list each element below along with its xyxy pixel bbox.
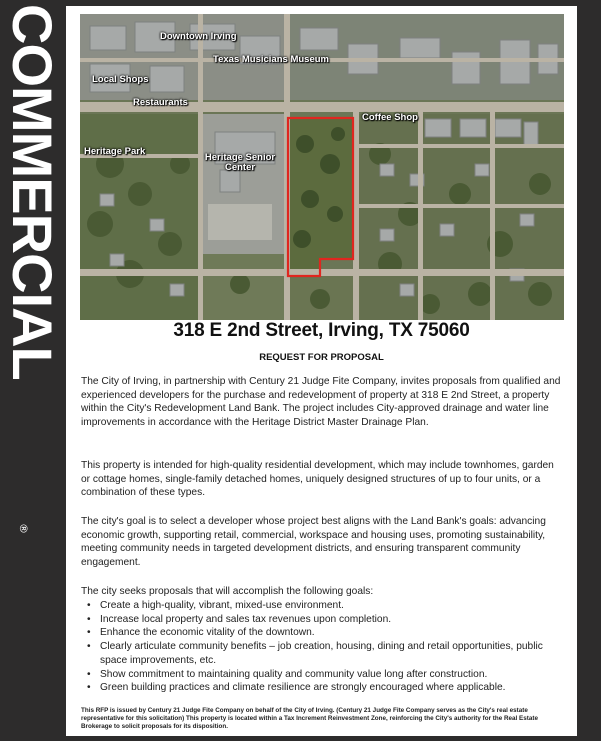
map-label-heritage-park: Heritage Park [84, 146, 146, 157]
map-label-local-shops: Local Shops [92, 74, 149, 85]
list-item: • Clearly articulate community benefits – job creation, housing, dining and retail opportunities, public space improvements, etc. [87, 641, 543, 666]
list-item: • Show commitment to maintaining quality and community value long after construction. [87, 668, 488, 680]
map-label-heritage-senior-center: Heritage Senior Center [204, 152, 276, 173]
intended-use-paragraph: This property is intended for high-quality residential development, which may include townhomes, garden or cottage homes, single-family detached homes, uniquely designed structures of up to four units, or a combination of these types. [81, 460, 554, 499]
city-goal-paragraph: The city's goal is to select a developer whose project best aligns with the Land Bank's goals: advancing economic growth, supporting retail, commercial, workspace and housing uses, promoting sustainability, meeting community needs in targeted development districts, and ensuring transparent community engagement. [81, 516, 546, 569]
list-item: • Enhance the economic vitality of the downtown. [87, 627, 315, 639]
map-label-downtown-irving: Downtown Irving [160, 31, 237, 42]
registered-mark: ® [17, 523, 30, 534]
goals-intro-paragraph: The city seeks proposals that will accomplish the following goals: [81, 586, 374, 597]
flyer-sheet [66, 6, 577, 736]
map-label-texas-musicians-museum: Texas Musicians Museum [213, 54, 329, 65]
bullet-icon: • [87, 641, 91, 653]
vertical-brand-banner [0, 0, 66, 741]
list-item: • Green building practices and climate resilience are strongly encouraged where applicable. [87, 682, 506, 694]
property-address-title: 318 E 2nd Street, Irving, TX 75060 [173, 320, 470, 341]
map-label-coffee-shop: Coffee Shop [362, 112, 418, 123]
bullet-icon: • [87, 682, 91, 694]
aerial-map [80, 14, 564, 320]
goals-list [81, 599, 561, 695]
map-label-restaurants: Restaurants [133, 97, 188, 108]
list-item: • Increase local property and sales tax revenues upon completion. [87, 613, 392, 625]
bullet-icon: • [87, 668, 91, 680]
list-item: • Create a high-quality, vibrant, mixed-use environment. [87, 600, 344, 611]
footnote: This RFP is issued by Century 21 Judge Fite Company on behalf of the City of Irving. (Century 21 Judge Fite Company serves as the City's real estate representative for this solicitation) This property is located within a Tax Increment Reinvestment Zone, reinforcing the City's authority for the Real Estate Brokerage to solicit proposals for its disposition. [81, 707, 538, 731]
bullet-icon: • [87, 600, 91, 611]
bullet-icon: • [87, 613, 91, 625]
bullet-icon: • [87, 627, 91, 639]
intro-paragraph: The City of Irving, in partnership with Century 21 Judge Fite Company, invites proposals from qualified and experienced developers for the purchase and redevelopment of property at 318 E 2nd Street, a property within the City's Redevelopment Land Bank. The project includes City-approved drainage and water line improvements in accordance with the Heritage District Master Drainage Plan. [81, 376, 561, 429]
rfp-heading: REQUEST FOR PROPOSAL [259, 352, 384, 363]
brand-commercial-text: COMMERCIAL [1, 4, 64, 380]
